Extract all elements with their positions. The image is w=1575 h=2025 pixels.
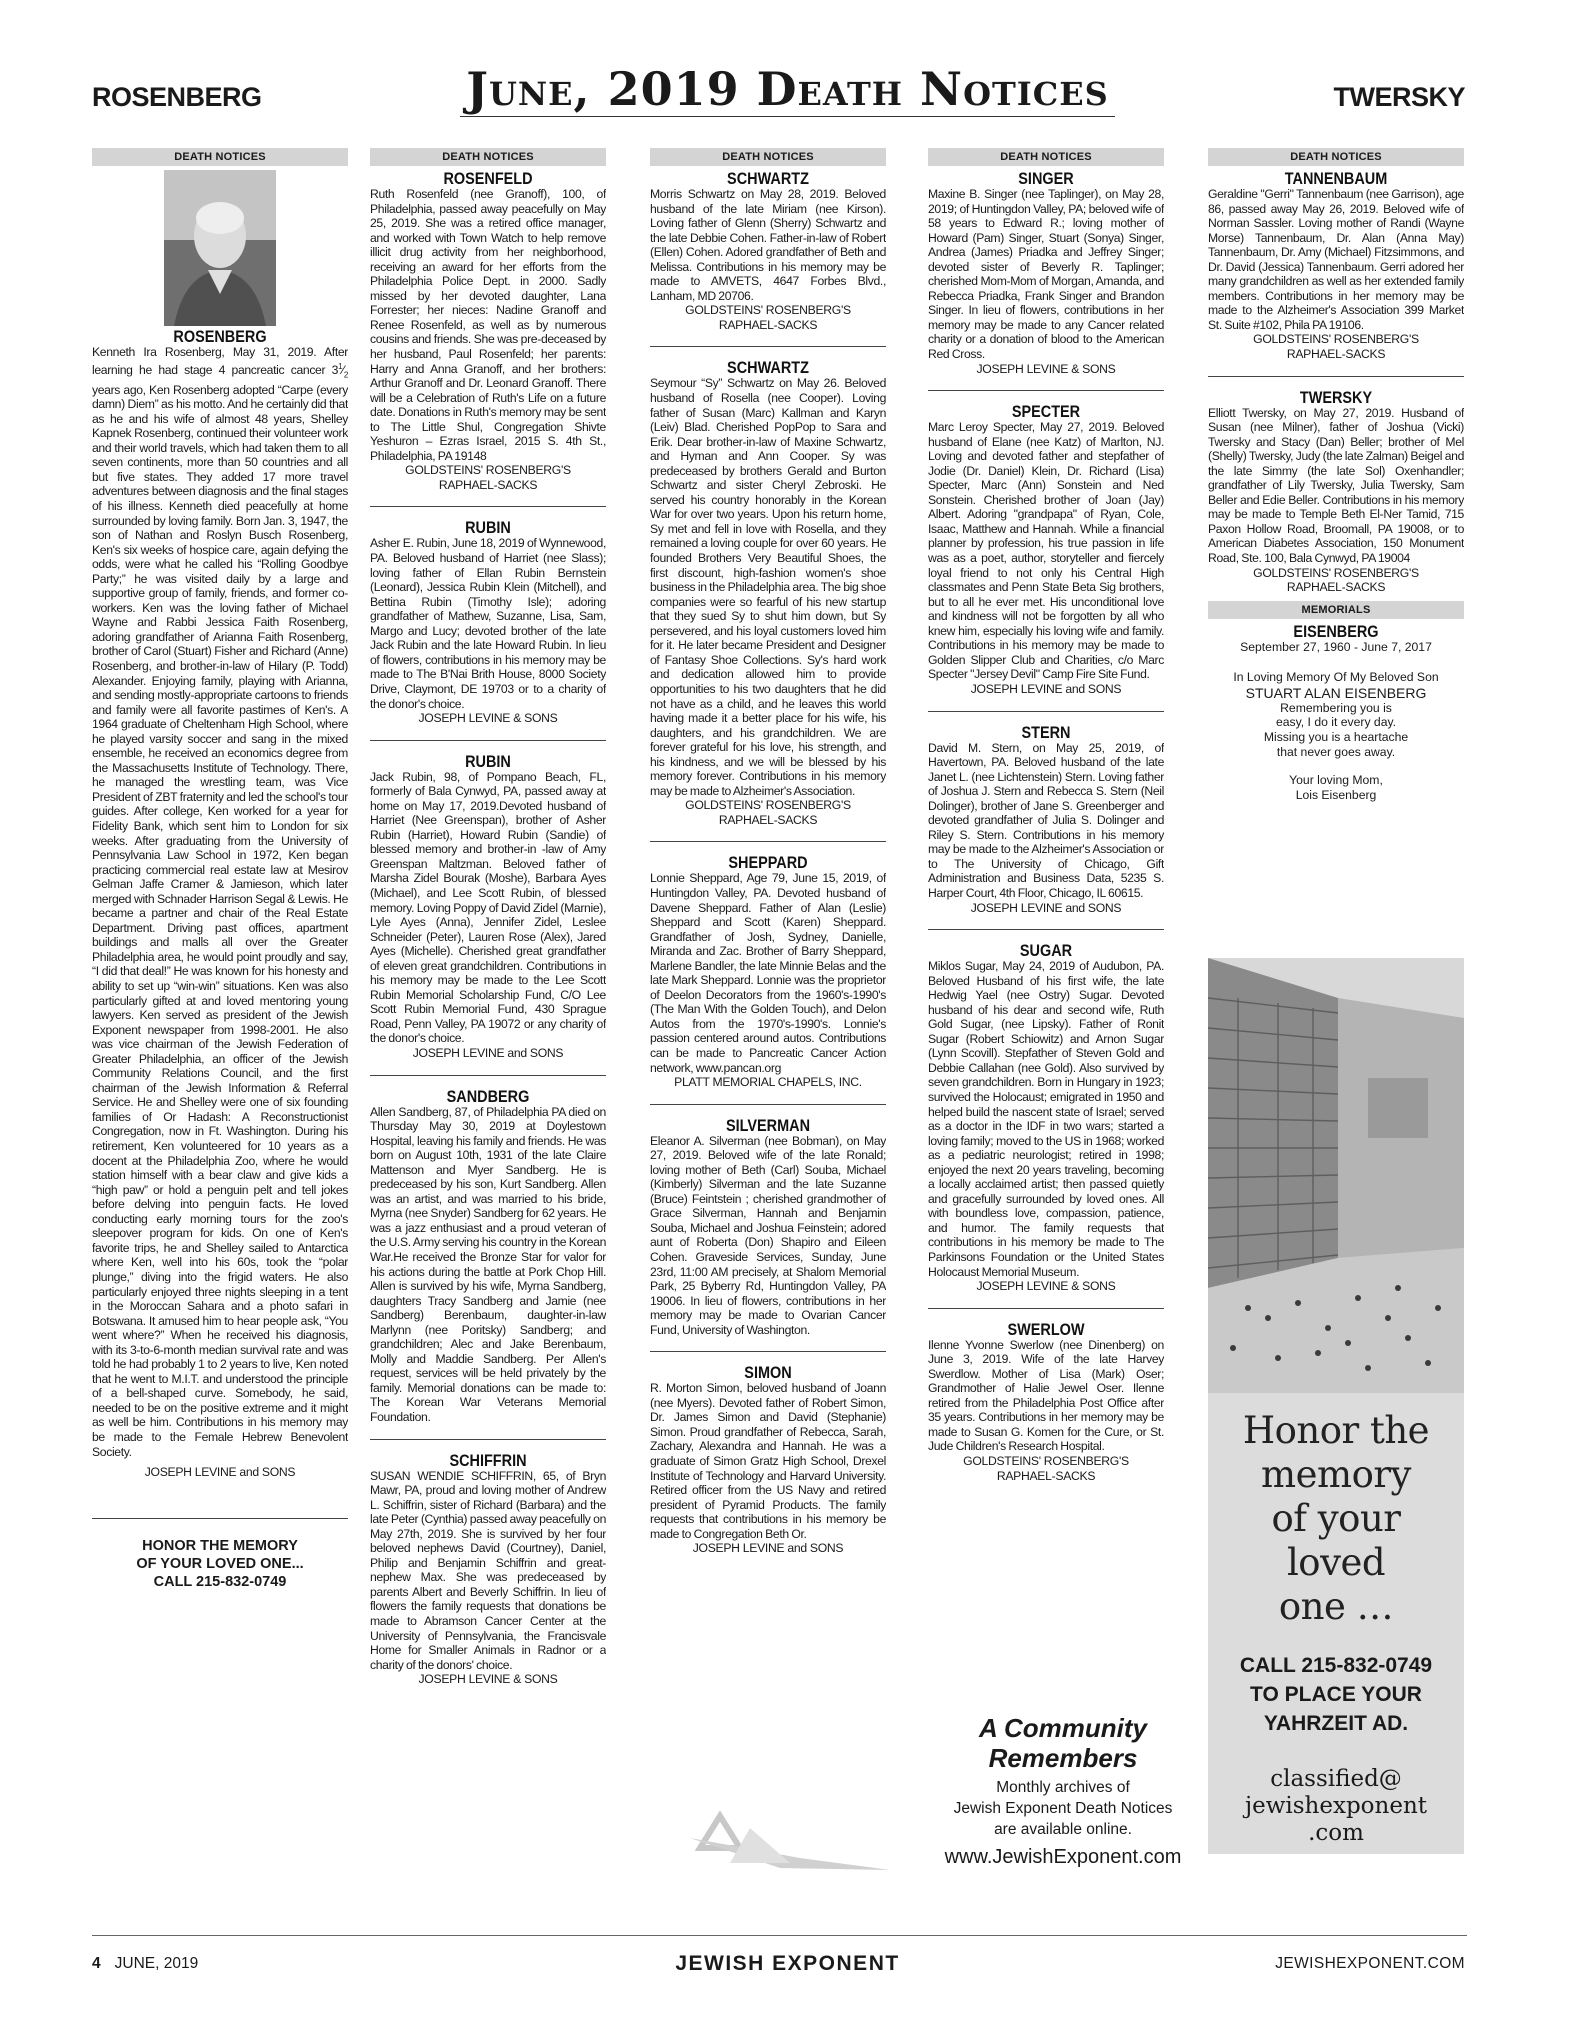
community-text-1: Monthly archives of <box>996 1779 1130 1796</box>
funeral-home: RAPHAEL-SACKS <box>438 477 538 492</box>
ad-honor-text <box>1208 1409 1464 1629</box>
notice-body: David M. Stern, on May 25, 2019, of Havertown, PA. Beloved husband of the late Janet L. (nee Lichtenstein) Stern. Loving father of Joshua J. Stern and Rebecca S. Stern (Neil Dolinger), brother of Jane S. Greenberger and devoted grandfather of Julia S. Dolinger and Riley S. Stern. Contributions in his memory may be made to the Alzheimer's Association or to The University of Chicago, Gift Administration and Business Data, 5235 S. Harper Court, 4th Floor, Chicago, IL 60615. <box>928 740 1164 900</box>
ad-honor-line-3: of your <box>1271 1497 1401 1540</box>
notice-body: Asher E. Rubin, June 18, 2019 of Wynnewood, PA. Beloved husband of Harriet (nee Slass); loving father of Ellan Rubin Bernstein (Leonard), Jessica Rubin Klein (Mitchell), and Bettina Rubin (Timothy Isle); adoring grandfather of Mathew, Suzanne, Lisa, Sam, Margo and Lucy; devoted brother of the late Jack Rubin and the late Howard Rubin. In lieu of flowers, contributions in his memory may be made to The B'Nai Brith House, 8000 Society Drive, Claymont, DE 19703 or to a charity of the donor's choice. <box>370 536 606 711</box>
notice-divider <box>370 1075 606 1076</box>
notice-body: Ruth Rosenfeld (nee Granoff), 100, of Philadelphia, passed away peacefully on May 25, 2019. She was a retired office manager, and worked with Town Watch to help remove illicit drug activity from her neighborhood, receiving an award for her efforts from the Philadelphia Police Dept. in 2000. Sadly missed by her devoted daughter, Lana Forrester; her nieces: Nadine Granoff and Renee Rosenfeld, as well as by numerous cousins and friends. She was pre-deceased by her husband, Paul Rosenfeld; her parents: Harry and Anna Granoff, and her brothers: Arthur Granoff and Dr. Leonard Granoff. There will be a Celebration of Ruth's Life on a future date. Donations in Ruth's memory may be sent to The Little Shul, Congregation Shivte Yeshuron – Ezras Israel, 2015 S. 4th St., Philadelphia, PA 19148 <box>370 187 606 463</box>
notice-name: STERN <box>1021 722 1071 742</box>
section-header: DEATH NOTICES <box>1208 148 1464 166</box>
column-1 <box>92 148 348 1591</box>
death-notice <box>650 1117 886 1338</box>
notice-divider <box>928 711 1164 712</box>
notice-body: Elliott Twersky, on May 27, 2019. Husband of Susan (nee Milner), father of Joshua (Vicki) Twersky and Stacy (Dan) Beller; brother of Mel (Shelly) Twersky, Judy (the late Zalman) Beigel and the late Simmy (the late Sol) Oxenhandler; grandfather of Lily Twersky, Julia Twersky, Sam Beller and Edie Beller. Contributions in his memory may be made to Temple Beth El-Ner Tamid, 715 Paxon Hollow Road, Broomall, PA 19008, or to American Diabetes Association, 150 Monument Road, Ste. 100, Bala Cynwyd, PA 19004 <box>1208 405 1464 566</box>
community-text-2: Jewish Exponent Death Notices <box>953 1800 1173 1817</box>
notice-divider <box>650 1104 886 1105</box>
column-3 <box>650 148 886 1890</box>
memorials-header: MEMORIALS <box>1208 601 1464 619</box>
ad-honor-line-1: Honor the <box>1242 1409 1430 1452</box>
death-notice <box>928 170 1164 376</box>
community-title-line-2: Remembers <box>988 1743 1138 1773</box>
notice-name: SCHWARTZ <box>727 169 809 188</box>
notice-name: SWERLOW <box>1007 1319 1085 1339</box>
death-notice <box>928 1321 1164 1483</box>
ad-email-line-2: jewishexponent <box>1244 1793 1428 1819</box>
notice-divider <box>650 841 886 842</box>
notice-divider <box>1208 376 1464 377</box>
notice-body: Geraldine "Gerri" Tannenbaum (nee Garrison), age 86, passed away May 26, 2019. Beloved wife of Norman Sassler. Loving mother of Randi (Wayne Morse) Tannenbaum, Dr. Alan (Anna May) Tannenbaum, Dr. Amy (Michael) Fitzsimmons, and Dr. David (Jessica) Tannenbaum. Gerri adored her many grandchildren as well as her extended family members. Contributions in her memory may be made to the Alzheimer's Association 399 Market St. Suite #102, Phila PA 19106. <box>1208 187 1464 332</box>
memorial-poem-3: Missing you is a heartache <box>1263 730 1409 745</box>
section-header: DEATH NOTICES <box>92 148 348 166</box>
notice-body: Miklos Sugar, May 24, 2019 of Audubon, PA. Beloved Husband of his first wife, the late Hedwig Yael (nee Ostry) Sugar. Devoted husband of his dear and second wife, Ruth Gold Sugar, (nee Lipsky). Father of Ronit Sugar (Robert Schiowitz) and Arnon Sugar (Lynn Scovill). Stepfather of Steven Gold and Debbie Callahan (nee Gold). Also survived by seven grandchildren. Born in Hungary in 1923; survived the Holocaust; emigrated in 1950 and helped build the nascent state of Israel; served as a doctor in the IDF in two wars; started a loving family; moved to the US in 1968; worked as a pediatric neurologist; retired in 1998; enjoyed the next 20 years traveling, becoming a locally acclaimed artist; then passed quietly and gracefully surrounded by loved ones. All with boundless love, compassion, patience, and humor. The family requests that contributions in his memory be made to The Parkinsons Foundation or the United States Holocaust Memorial Museum. <box>928 959 1164 1279</box>
portrait-photo <box>164 170 276 326</box>
death-notice <box>1208 389 1464 595</box>
notice-name: SCHWARTZ <box>727 358 809 378</box>
notice-name: SHEPPARD <box>728 853 808 873</box>
funeral-home: JOSEPH LEVINE and SONS <box>412 1045 564 1060</box>
section-header: DEATH NOTICES <box>370 148 606 166</box>
footer-website[interactable]: JEWISHEXPONENT.COM <box>1275 1955 1465 1972</box>
death-notice <box>370 1452 606 1687</box>
death-notice <box>928 724 1164 916</box>
memorial-closing-2: Lois Eisenberg <box>1295 787 1377 802</box>
ad-honor-line-2: memory <box>1261 1453 1411 1496</box>
column-4 <box>928 148 1164 1708</box>
notice-divider <box>650 1351 886 1352</box>
notice-name: TANNENBAUM <box>1284 169 1388 188</box>
notice-name: SINGER <box>1018 169 1074 188</box>
notice-name: ROSENBERG <box>173 327 267 346</box>
ad-call-line-3: YAHRZEIT AD. <box>1263 1712 1409 1735</box>
newspaper-name: JEWISH EXPONENT <box>675 1952 900 1975</box>
notice-body: Marc Leroy Specter, May 27, 2019. Beloved husband of Elane (nee Katz) of Marlton, NJ. Loving and devoted father and stepfather of Jodie (Dr. Daniel) Klein, Dr. Richard (Lisa) Specter, Marc (Ann) Sonstein and Ned Sonstein. Cherished brother of Joan (Jay) Albert. Adoring "grandpapa" of Ryan, Cole, Isaac, Matthew and Hannah. While a financial planner by profession, his true passion in life was as a poet, author, storyteller and fiercely loyal friend to not only his Central High classmates and Penn State Beta Sig brothers, but to all he ever met. His unconditional love and kindness will not be forgotten by all who knew him, especially his loving wife and family. Contributions in his memory may be made to Golden Slipper Club and Charities, c/o Marc Specter "Jersey Devil" Camp Fire Site Fund. <box>928 420 1164 682</box>
notice-divider <box>928 929 1164 930</box>
column-2 <box>370 148 606 1890</box>
notice-name: ROSENFELD <box>443 169 533 188</box>
funeral-home: JOSEPH LEVINE and SONS <box>970 681 1122 696</box>
notice-name: RUBIN <box>465 518 511 538</box>
notice-name: SIMON <box>744 1363 792 1383</box>
ad-call-line-2: TO PLACE YOUR <box>1250 1683 1422 1706</box>
memorial-notice <box>1208 623 1464 803</box>
notice-divider <box>370 740 606 741</box>
section-header: DEATH NOTICES <box>928 148 1164 166</box>
notice-body: R. Morton Simon, beloved husband of Joann (nee Myers). Devoted father of Robert Simon, Dr. James Simon and David (Stephanie) Simon. Proud grandfather of Rebecca, Sarah, Zachary, Alexandra and Hannah. He was a graduate of Simon Gratz High School, Drexel Institute of Technology and Harvard University. Retired officer from the US Navy and retired president of Pyramid Products. The family requests that contributions in his memory be made to Congregation Beth Or. <box>650 1381 886 1541</box>
western-wall-photo <box>1208 958 1464 1393</box>
masthead <box>0 0 1575 145</box>
honor-memory-box <box>92 1518 348 1591</box>
community-title-line-1: A Community <box>978 1713 1148 1743</box>
memorial-poem-1: Remembering you is <box>1280 700 1392 715</box>
notice-divider <box>928 390 1164 391</box>
funeral-home: RAPHAEL-SACKS <box>718 812 818 827</box>
death-notice <box>370 753 606 1061</box>
death-notice <box>650 1364 886 1556</box>
notice-body: Eleanor A. Silverman (nee Bobman), on May 27, 2019. Beloved wife of the late Ronald; loving mother of Beth (Carl) Souba, Michael (Kimberly) Silverman and the late Suzanne (Bruce) Feintstein ; cherished grandmother of Grace Silverman, Hannah and Benjamin Souba, Michael and Joshua Feinstein; adored aunt of Roberta (Don) Shapiro and Eileen Cohen. Graveside Services, Sunday, June 23rd, 11:00 AM precisely, at Shalom Memorial Park, 25 Byberry Rd, Huntingdon Valley, PA 19006. In lieu of flowers, contributions in her memory may be made to Ovarian Cancer Fund, University of Washington. <box>650 1133 886 1337</box>
ad-call-text <box>1208 1651 1464 1738</box>
notice-body: Kenneth Ira Rosenberg, May 31, 2019. After learning he had stage 4 pancreatic cancer $3^1⁄_2$ years ago, Ken Rosenberg adopted “Carpe (every damn) Diem” as his motto. And he certainly did that as he and his wife of almost 48 years, Shelley Kapnek Rosenberg, continued their volunteer work and their world travels, which had taken them to all seven continents, more than 50 countries and all but five states. They added 17 more travel adventures between diagnosis and the final stages of his illness. Kenneth died peacefully at home surrounded by loving family. Born Jan. 3, 1947, the son of Nathan and Roslyn Busch Rosenberg, Ken's six weeks of hospice care, again defying the odds, were what he called his “Rolling Goodbye Party;” he was visited daily by a large and supportive group of family, friends, and former co-workers. Ken was the loving father of Michael Wayne and Rabbi Jessica Faith Rosenberg, adoring grandfather of Arianna Faith Rosenberg, brother of Carol (Stuart) Fisher and Richard (Anne) Rosenberg, and brother-in-law of Hilary (P. Todd) Alexander. Enjoying family, playing with Arianna, and sending mostly-appropriate cartoons to friends and family were all favorite pastimes of Ken's. A 1964 graduate of Cheltenham High School, where he played varsity soccer and sang in the mixed ensemble, he received an economics degree from the Massachusetts Institute of Technology. There, he managed the wrestling team, was Vice President of ZBT fraternity and led the school's tour guides. After college, Ken worked for a year for Fidelity Bank, which sent him to London for six weeks. After graduating from the University of Pennsylvania Law School in 1972, Ken began practicing commercial real estate law at Mesirov Gelman Jaffe Cramer & Jamieson, which later merged with Schnader Harrison Segal & Lewis. He became a partner and chair of the Real Estate Department. Driving past offices, apartment buildings and malls all over the Greater Philadelphia area, he would point proudly and say, “I did that deal!” He was known for his honesty and ability to set up “win-win” situations. Ken was also particularly gifted at and loved mentoring young lawyers. Ken served as president of the Jewish Exponent newspaper from 1998-2001. He also was vice chairman of the Jewish Federation of Greater Philadelphia, an officer of the Jewish Community Relations Council, and the first chairman of the Jewish Information & Referral Service. He and Shelley were one of six founding families of Or Hadash: A Reconstructionist Congregation, now in Ft. Washington. During his retirement, Ken volunteered for 10 years as a docent at the Philadelphia Zoo, where he would station himself with a bear claw and give kids a “high paw” or hold a penguin pelt and tell jokes before delving into penguin facts. He loved conducting early morning tours for the zoo's sleepover program for kids. On one of Ken's favorite trips, he and Shelley sailed to Antarctica where Ken, well into his 60s, took the “polar plunge,” diving into the frigid waters. He also particularly enjoyed three nights sleeping in a tent in the Moroccan Sahara and a photo safari in Botswana. It amused him to hear people ask, “You went where?” When he received his diagnosis, with its 3-to-6-month median survival rate and was told he had probably 1 to 2 years to live, Ken noted that he went to M.I.T. and understood the principle of a bell-shaped curve. Somebody, he said, needed to be on the positive extreme and it might as well be him. Contributions in his memory may be made to the Female Hebrew Benevolent Society. <box>92 345 348 1459</box>
ad-honor-line-4: loved <box>1286 1541 1386 1584</box>
notice-name: SILVERMAN <box>725 1115 811 1135</box>
notice-name: SPECTER <box>1011 402 1081 422</box>
memorial-person: STUART ALAN EISENBERG <box>1245 684 1427 701</box>
funeral-home: RAPHAEL-SACKS <box>1286 580 1386 595</box>
death-notice <box>650 854 886 1089</box>
funeral-home: JOSEPH LEVINE and SONS <box>970 900 1122 915</box>
page-title: June, 2019 Death Notices <box>466 62 1109 116</box>
funeral-home: RAPHAEL-SACKS <box>718 317 818 332</box>
notice-body: Ilenne Yvonne Swerlow (nee Dinenberg) on June 3, 2019. Wife of the late Harvey Swerdlow. Mother of Lisa (Mark) Oser; Grandmother of Halie Jewel Oser. Ilenne retired from the Philadelphia Post Office after 35 years. Contributions in her memory may be made to Susan G. Komen for the Cure, or St. Jude Children's Research Hospital. <box>928 1337 1164 1454</box>
funeral-home: GOLDSTEINS' ROSENBERG'S <box>1253 565 1419 580</box>
community-text <box>928 1777 1198 1840</box>
memorial-name: EISENBERG <box>1293 621 1379 641</box>
funeral-home: RAPHAEL-SACKS <box>996 1468 1096 1483</box>
death-notice <box>1208 170 1464 362</box>
funeral-home: GOLDSTEINS' ROSENBERG'S <box>963 1454 1129 1469</box>
star-of-david-icon <box>680 1808 890 1878</box>
funeral-home: PLATT MEMORIAL CHAPELS, INC. <box>674 1075 862 1090</box>
footer-rule <box>92 1935 1467 1936</box>
death-notice <box>928 403 1164 696</box>
notice-name: SANDBERG <box>446 1086 530 1106</box>
masthead-right-name: TWERSKY <box>1333 82 1465 112</box>
community-remembers <box>928 1713 1198 1870</box>
notice-divider <box>370 506 606 507</box>
funeral-home: RAPHAEL-SACKS <box>1286 347 1386 362</box>
notice-body: SUSAN WENDIE SCHIFFRIN, 65, of Bryn Mawr, PA, proud and loving mother of Andrew L. Schiffrin, sister of Richard (Barbara) and the late Peter (Cynthia) passed away peacefully on May 27th, 2019. She is survived by her four beloved nephews David (Courtney), Daniel, Philip and Benjamin Schiffrin and great-nephew Max. She was predeceased by parents Albert and Beverly Schiffrin. In lieu of flowers the family requests that donations be made to Abramson Cancer Center at the University of Pennsylvania, the Francisvale Home for Smaller Animals in Radnor or a charity of the donors' choice. <box>370 1468 606 1672</box>
page-footer <box>0 1930 1575 1990</box>
ad-email <box>1208 1766 1464 1847</box>
footer-date: JUNE, 2019 <box>114 1955 199 1972</box>
honor-phone: CALL 215-832-0749 <box>153 1573 287 1590</box>
community-url[interactable]: www.JewishExponent.com <box>944 1846 1182 1868</box>
death-notice <box>370 170 606 492</box>
ad-email-line-1: classified@ <box>1270 1766 1402 1792</box>
memorial-closing-1: Your loving Mom, <box>1289 773 1383 788</box>
notice-body: Morris Schwartz on May 28, 2019. Beloved husband of the late Miriam (nee Kirson). Loving father of Glenn (Sherry) Schwartz and the late Debbie Cohen. Father-in-law of Robert (Ellen) Cohen. Adored grandfather of Beth and Melissa. Contributions in his memory may be made to AMVETS, 4647 Forbes Blvd., Lanham, MD 20706. <box>650 187 886 303</box>
funeral-home: JOSEPH LEVINE & SONS <box>976 361 1116 376</box>
notice-name: SUGAR <box>1019 941 1073 961</box>
notice-divider <box>928 1308 1164 1309</box>
honor-line-2: OF YOUR LOVED ONE... <box>136 1555 304 1572</box>
funeral-home: JOSEPH LEVINE & SONS <box>418 711 558 726</box>
funeral-home: JOSEPH LEVINE & SONS <box>418 1672 558 1687</box>
portrait-photo-graphic <box>164 170 276 326</box>
notice-name: SCHIFFRIN <box>449 1450 527 1470</box>
community-title <box>928 1713 1198 1773</box>
notice-body: Maxine B. Singer (nee Taplinger), on May 28, 2019; of Huntingdon Valley, PA; beloved wife of 58 years to Edward R.; loving mother of Howard (Pam) Singer, Stuart (Sonya) Singer, Andrea (James) Priadka and Jeffrey Singer; devoted sister of Beverly R. Taplinger; cherished Mom-Mom of Morgan, Amanda, and Rebecca Priadka, Frank Singer and Brandon Singer. In lieu of flowers, contributions in her memory may be made to any Cancer related charity or a donation of blood to the American Red Cross. <box>928 187 1164 362</box>
masthead-left-name: ROSENBERG <box>92 82 262 112</box>
page-number: 4 <box>92 1955 101 1972</box>
funeral-home: JOSEPH LEVINE and SONS <box>692 1541 844 1556</box>
notice-body: Lonnie Sheppard, Age 79, June 15, 2019, of Huntingdon Valley, PA. Devoted husband of Davene Sheppard. Father of Alan (Leslie) Sheppard and Scott (Karen) Sheppard. Grandfather of Josh, Sydney, Danielle, Miranda and Zac. Brother of Barry Sheppard, Marlene Bandler, the late Minnie Belas and the late Mark Sheppard. Lonnie was the proprietor of Deelon Decorators from the 1960's-1990's (The Man With the Golden Touch), and Delon Autos from the 1970's-1990's. Lonnie's passion centered around autos. Contributions can be made to Pancreatic Cancer Action network, www.pancan.org <box>650 871 886 1075</box>
memorial-dates: September 27, 1960 - June 7, 2017 <box>1240 639 1432 654</box>
funeral-home: GOLDSTEINS' ROSENBERG'S <box>685 303 851 318</box>
death-notice <box>370 519 606 725</box>
death-notice <box>370 1088 606 1425</box>
column-5 <box>1208 148 1464 958</box>
funeral-home: JOSEPH LEVINE & SONS <box>976 1279 1116 1294</box>
yahrzeit-ad <box>1208 958 1464 1854</box>
ad-phone: CALL 215-832-0749 <box>1239 1654 1433 1677</box>
memorial-intro: In Loving Memory Of My Beloved Son <box>1233 670 1439 685</box>
death-notice <box>928 942 1164 1294</box>
notice-body: Allen Sandberg, 87, of Philadelphia PA died on Thursday May 30, 2019 at Doylestown Hospital, leaving his family and friends. He was born on August 10th, 1931 of the late Claire Mattenson and Myer Sandberg. He is predeceased by his son, Kurt Sandberg. Allen was an artist, and was married to his bride, Myrna (nee Snyder) Sandberg for 62 years. He was a jazz enthusiast and a proud veteran of the U.S. Army serving his country in the Korean War.He received the Bronze Star for valor for his actions during the battle at Pork Chop Hill. Allen is survived by his wife, Myrna Sandberg, daughters Tracy Sandberg and Jamie (nee Sandberg) Berenbaum, daughter-in-law Marlynn (nee Poritsky) Sandberg; and grandchildren; Alec and Jake Berenbaum, Molly and Maddie Sandberg. Per Allen's request, services will be held privately by the family. Memorial donations can be made to: The Korean War Veterans Memorial Foundation. <box>370 1104 606 1425</box>
honor-line-1: HONOR THE MEMORY <box>142 1537 298 1554</box>
notice-name: RUBIN <box>465 751 511 771</box>
community-text-3: are available online. <box>994 1821 1132 1838</box>
notice-divider <box>650 346 886 347</box>
memorial-poem-2: easy, I do it every day. <box>1275 715 1397 730</box>
ad-email-line-3: .com <box>1308 1820 1364 1846</box>
memorial-poem-4: that never goes away. <box>1276 744 1396 759</box>
funeral-home: JOSEPH LEVINE and SONS <box>144 1465 296 1480</box>
notice-divider <box>370 1439 606 1440</box>
funeral-home: GOLDSTEINS' ROSENBERG'S <box>405 463 571 478</box>
death-notice <box>650 170 886 332</box>
section-header: DEATH NOTICES <box>650 148 886 166</box>
funeral-home: GOLDSTEINS' ROSENBERG'S <box>685 798 851 813</box>
death-notice <box>650 359 886 827</box>
ad-honor-line-5: one … <box>1278 1585 1394 1628</box>
funeral-home: GOLDSTEINS' ROSENBERG'S <box>1253 332 1419 347</box>
notice-body: Seymour “Sy” Schwartz on May 26. Beloved husband of Rosella (nee Cooper). Loving father of Susan (Marc) Kallman and Karyn (Leiv) Blad. Cherished PopPop to Sara and Erik. Dear brother-in-law of Maxine Schwartz, and Hyman and Ann Cooper. Sy was predeceased by brothers Gerald and Burton Schwartz and sister Cheryl Zebroski. He served his country honorably in the Korean War for over two years. Upon his return home, Sy met and fell in love with Rosella, and they remained a loving couple for over 60 years. He founded Brothers Very Beautiful Shoes, the first discount, high-fashion women's shoe business in the Philadelphia area. The big shoe companies were so fearful of his new startup that they sued Sy to shut him down, but Sy persevered, and his loyal customers loved him for it. He later became President and Designer of Fantasy Shoe Collections. Sy's hard work and dedication allowed him to provide opportunities to his two daughters that he did not have as a child, and he leaves this world having made it a better place for his wife, his daughters, and his grandchildren. We are forever grateful for his love, his strength, and his kindness, and we will be blessed by his memory forever. Contributions in his memory may be made to Alzheimer's Association. <box>650 376 886 798</box>
title-underline <box>460 116 1115 117</box>
notice-name: TWERSKY <box>1299 387 1373 407</box>
notice-body: Jack Rubin, 98, of Pompano Beach, FL, formerly of Bala Cynwyd, PA, passed away at home on May 17, 2019.Devoted husband of Harriet (Nee Greenspan), brother of Asher Rubin (Harriet), Howard Rubin (Sandie) of blessed memory and brother-in -law of Amy Greenspan Maltzman. Beloved father of Marsha Zidel Bourak (Moshe), Barbara Ayes (Michael), and Lee Scott Rubin, of blessed memory. Loving Poppy of David Zidel (Marnie), Lyle Ayes (Anna), Jennifer Zidel, Leslee Schneider (Peter), Lauren Rose (Alex), Jared Ayes (Michelle). Cherished great grandfather of eleven great grandchildren. Contributions in his memory may be made to the Lee Scott Rubin Memorial Scholarship Fund, C/O Lee Scott Rubin Memorial Fund, 430 Sprague Road, Penn Valley, PA 19072 or any charity of the donor's choice. <box>370 769 606 1046</box>
